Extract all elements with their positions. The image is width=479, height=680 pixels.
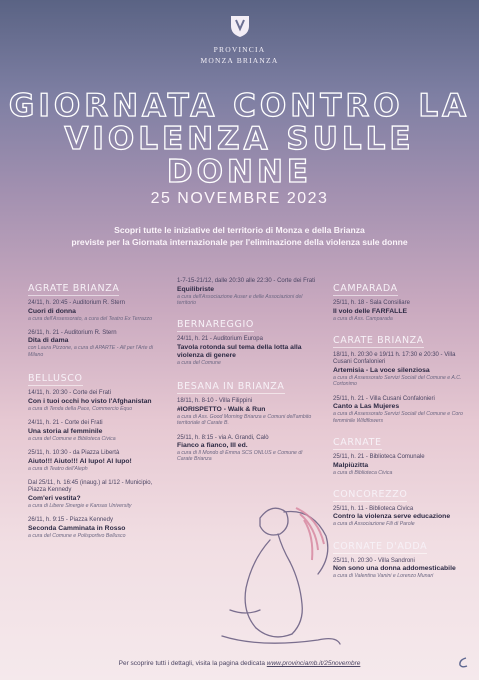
event-when: Dal 25/11, h. 16:45 (inaug.) al 1/12 - Municipio, Piazza Kennedy: [28, 479, 153, 494]
corner-swirl-icon: [457, 656, 469, 668]
event-title: Seconda Camminata in Rosso: [28, 524, 126, 532]
event-organizer: a cura di Assessorato Servizi Sociali del Comune e A.C. Cortonimo: [333, 374, 462, 388]
event-date: 25 NOVEMBRE 2023: [150, 190, 329, 207]
footer-text: Per scoprire tutti i dettagli, visita la pagina dedicata: [118, 660, 265, 667]
event-item: [28, 330, 168, 358]
intro-line2: previste per la Giornata internazionale per l'eliminazione della violenza sule donne: [71, 237, 408, 247]
title-line1: GIORNATA CONTRO LA: [8, 88, 471, 124]
event-item: [28, 450, 168, 472]
event-title: Una storia al femminile: [28, 427, 103, 435]
event-item: [177, 336, 317, 366]
event-title: Fianco a fianco, III ed.: [177, 442, 248, 450]
event-when: 25/11, h. 21 - Villa Cusani Confalonieri: [333, 395, 435, 402]
event-item: [177, 435, 317, 463]
event-when: 1-7-15-21/12, dalle 20:30 alle 22:30 - Corte dei Frati: [177, 278, 316, 284]
event-when: 24/11, h. 21 - Auditorium Europa: [177, 336, 263, 343]
page-title: [0, 90, 479, 189]
event-item: [28, 480, 168, 509]
event-organizer: a cura di Ass. Good Morning Brianza e Comuni dell'ambito territoriale di Carate B.: [177, 413, 312, 427]
column-2: [177, 278, 317, 471]
town-camparada: CAMPARADA: [333, 283, 398, 294]
event-when: 26/11, h. 21 - Auditorium R. Stern: [28, 329, 117, 336]
event-item: [28, 420, 168, 442]
event-title: Contro la violenza serve educazione: [333, 513, 451, 521]
intro-line1: Scopri tutte le iniziative del territorio di Monza e della Brianza: [114, 225, 365, 235]
event-when: 25/11, h. 20:30 - Villa Sandroni: [333, 557, 415, 564]
event-organizer: a cura di Ass. Camparada: [333, 315, 393, 322]
town-carate: CARATE BRIANZA: [333, 334, 424, 346]
column-1: [28, 278, 168, 547]
event-title: Equilibriste: [177, 285, 215, 293]
event-title: Com'eri vestita?: [28, 494, 81, 502]
event-item: [28, 517, 168, 539]
event-organizer: a cura del Comune e Biblioteca Civica: [28, 435, 116, 442]
town-bernareggio: BERNAREGGIO: [177, 319, 254, 331]
event-title: Cuori di donna: [28, 307, 76, 315]
event-title: Tavola rotonda sul tema della lotta alla violenza di genere: [177, 343, 302, 359]
town-agrate: AGRATE BRIANZA: [28, 283, 120, 294]
event-item: [28, 300, 168, 322]
event-when: 26/11, h. 9:15 - Piazza Kennedy: [28, 517, 113, 524]
event-item: [177, 278, 317, 306]
event-organizer: a cura di Tenda della Pace, Commercio Equo: [28, 405, 133, 412]
event-title: #IORISPETTO - Walk & Run: [177, 405, 266, 413]
event-organizer: a cura di Assessorato Servizi Sociali del Comune e Coro femminile Wildflowers: [333, 411, 463, 424]
event-when: 18/11, h. 8-10 - Villa Filippini: [177, 398, 253, 405]
province-shield-icon: [229, 14, 251, 38]
event-when: 25/11, h. 18 - Sala Consiliare: [333, 300, 410, 306]
event-title: Artemisia - La voce silenziosa: [333, 366, 430, 374]
woman-figure-illustration: [200, 478, 350, 658]
title-line2: VIOLENZA SULLE DONNE: [64, 121, 415, 190]
event-title: Canto a Las Mujeres: [333, 403, 400, 411]
event-item: [333, 300, 473, 322]
province-logo: [0, 14, 479, 65]
town-bellusco: BELLUSCO: [28, 373, 83, 385]
event-item: [333, 506, 473, 528]
event-item: [333, 396, 473, 424]
footer-link[interactable]: www.provinciamb.it/25novembre: [266, 660, 361, 667]
town-besana: BESANA IN BRIANZA: [177, 381, 285, 393]
event-organizer: a cura del Comune e Polisportivo Bellusco: [28, 532, 126, 539]
event-organizer: a cura dell'Associazione Auser e delle Associazioni del territorio: [177, 293, 303, 306]
event-title: Il volo delle FARFALLE: [333, 307, 408, 315]
event-title: Aiuto!!! Aiuto!!! Al lupo! Al lupo!: [28, 457, 132, 465]
event-when: 25/11, h. 21 - Biblioteca Comunale: [333, 454, 425, 461]
intro-text: [10, 224, 469, 248]
event-when: 25/11, h. 10:30 - da Piazza Libertà: [28, 450, 120, 457]
footer-note: [0, 660, 479, 667]
event-organizer: con Laura Pizzone, a cura di APARTE - All per l'Arte di Milano: [28, 345, 153, 358]
column-3: [333, 278, 473, 588]
event-item: [333, 454, 473, 476]
event-organizer: a cura dell'Assessorato, a cura del Teatro Ex Terrazzo: [28, 315, 153, 322]
event-title: Non sono una donna addomesticabile: [333, 565, 456, 573]
event-title: Dita di dama: [28, 337, 69, 345]
event-organizer: a cura di Libere Sinergie e Kansas University: [28, 502, 132, 509]
event-when: 24/11, h. 21 - Corte dei Frati: [28, 420, 103, 427]
town-cornate: CORNATE D'ADDA: [333, 540, 428, 552]
event-organizer: a cura di Associazione Fili di Parole: [333, 521, 415, 528]
event-title: Con i tuoi occhi ho visto l'Afghanistan: [28, 397, 152, 405]
event-when: 14/11, h. 20:30 - Corte dei Frati: [28, 390, 111, 397]
event-item: [333, 558, 473, 580]
event-when: 25/11, h. 8:15 - via A. Grandi, Calò: [177, 434, 269, 441]
event-when: 24/11, h. 20:45 - Auditorium R. Stern: [28, 300, 125, 306]
event-organizer: a cura di Il Mondo di Emma SCS ONLUS e Comune di Carate Brianza: [177, 450, 303, 463]
event-when: 25/11, h. 11 - Biblioteca Civica: [333, 505, 414, 512]
event-organizer: a cura del Comune: [177, 359, 221, 366]
logo-line1: PROVINCIA: [213, 45, 266, 54]
logo-line2: MONZA BRIANZA: [200, 56, 279, 65]
town-concorezzo: CONCOREZZO: [333, 488, 408, 500]
event-title: Malpiùzitta: [333, 461, 369, 469]
event-organizer: a cura di Biblioteca Civica: [333, 469, 393, 476]
event-when: 18/11, h. 20:30 e 19/11 h. 17:30 e 20:30 - Villa Cusani Confalonieri: [333, 351, 456, 366]
event-item: [333, 352, 473, 388]
event-item: [28, 390, 168, 412]
event-organizer: a cura di Valentina Vanini e Lorenzo Munari: [333, 573, 434, 580]
event-item: [177, 398, 317, 426]
town-carnate: CARNATE: [333, 437, 382, 449]
event-organizer: a cura di Teatro dell'Aleph: [28, 465, 88, 472]
